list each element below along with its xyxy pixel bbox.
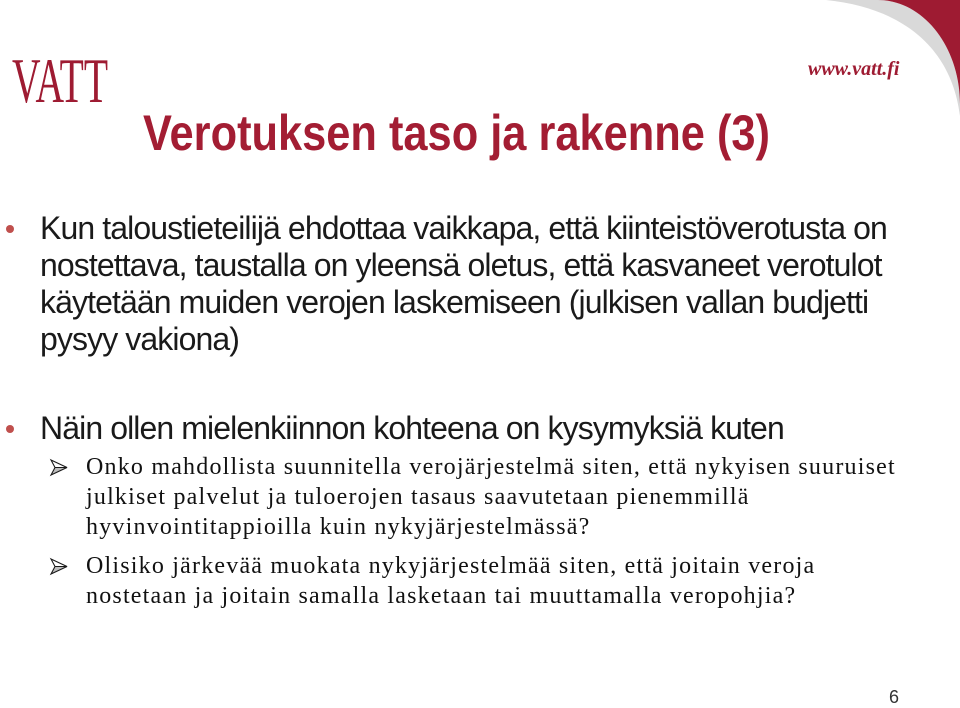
arrowhead-upper-facet — [51, 559, 67, 567]
text-line: nostettava, taustalla on yleensä oletus, että kasvaneet verotulot — [40, 247, 882, 283]
text-line: nostetaan ja joitain samalla lasketaan tai muuttamalla veropohjia? — [86, 583, 797, 609]
text-line: hyvinvointitappioilla kuin nykyjärjestelmässä? — [86, 514, 591, 540]
arrowhead-upper-facet — [51, 460, 67, 468]
text-line: käytetään muiden verojen laskemiseen (julkisen vallan budjetti — [40, 284, 869, 320]
bullet-text — [40, 410, 784, 447]
bullet-text — [40, 210, 887, 358]
text-line: Olisiko järkevää muokata nykyjärjestelmää siten, että joitain veroja — [86, 553, 816, 579]
sub-bullet-text — [86, 452, 960, 542]
sub-bullet-item — [0, 452, 960, 542]
text-line: Näin ollen mielenkiinnon kohteena on kysymyksiä kuten — [40, 410, 784, 446]
website-url: www.vatt.fi — [808, 58, 900, 80]
sub-bullet-item — [0, 551, 960, 611]
text-line: pysyy vakiona) — [40, 321, 240, 357]
sub-bullet-text — [86, 551, 960, 611]
arrowhead-icon — [50, 558, 68, 575]
text-line: julkiset palvelut ja tuloerojen tasaus saavutetaan pienemmillä — [86, 484, 750, 510]
slide-title-text: Verotuksen taso ja rakenne (3) — [143, 105, 770, 161]
vatt-logo-text: VATT — [12, 45, 108, 116]
arrowhead-lower-facet — [51, 567, 67, 575]
text-line: Kun taloustieteilijä ehdottaa vaikkapa, että kiinteistöverotusta on — [40, 210, 887, 246]
bullet-dot — [6, 225, 14, 233]
arrowhead-lower-facet — [51, 468, 67, 476]
bullet-dot — [6, 425, 14, 433]
text-line: Onko mahdollista suunnitella verojärjestelmä siten, että nykyisen suuruiset — [86, 454, 896, 480]
page-number: 6 — [889, 687, 900, 707]
arrowhead-icon — [50, 459, 68, 476]
slide-title — [0, 100, 960, 170]
sub-bullet-list — [0, 452, 960, 611]
